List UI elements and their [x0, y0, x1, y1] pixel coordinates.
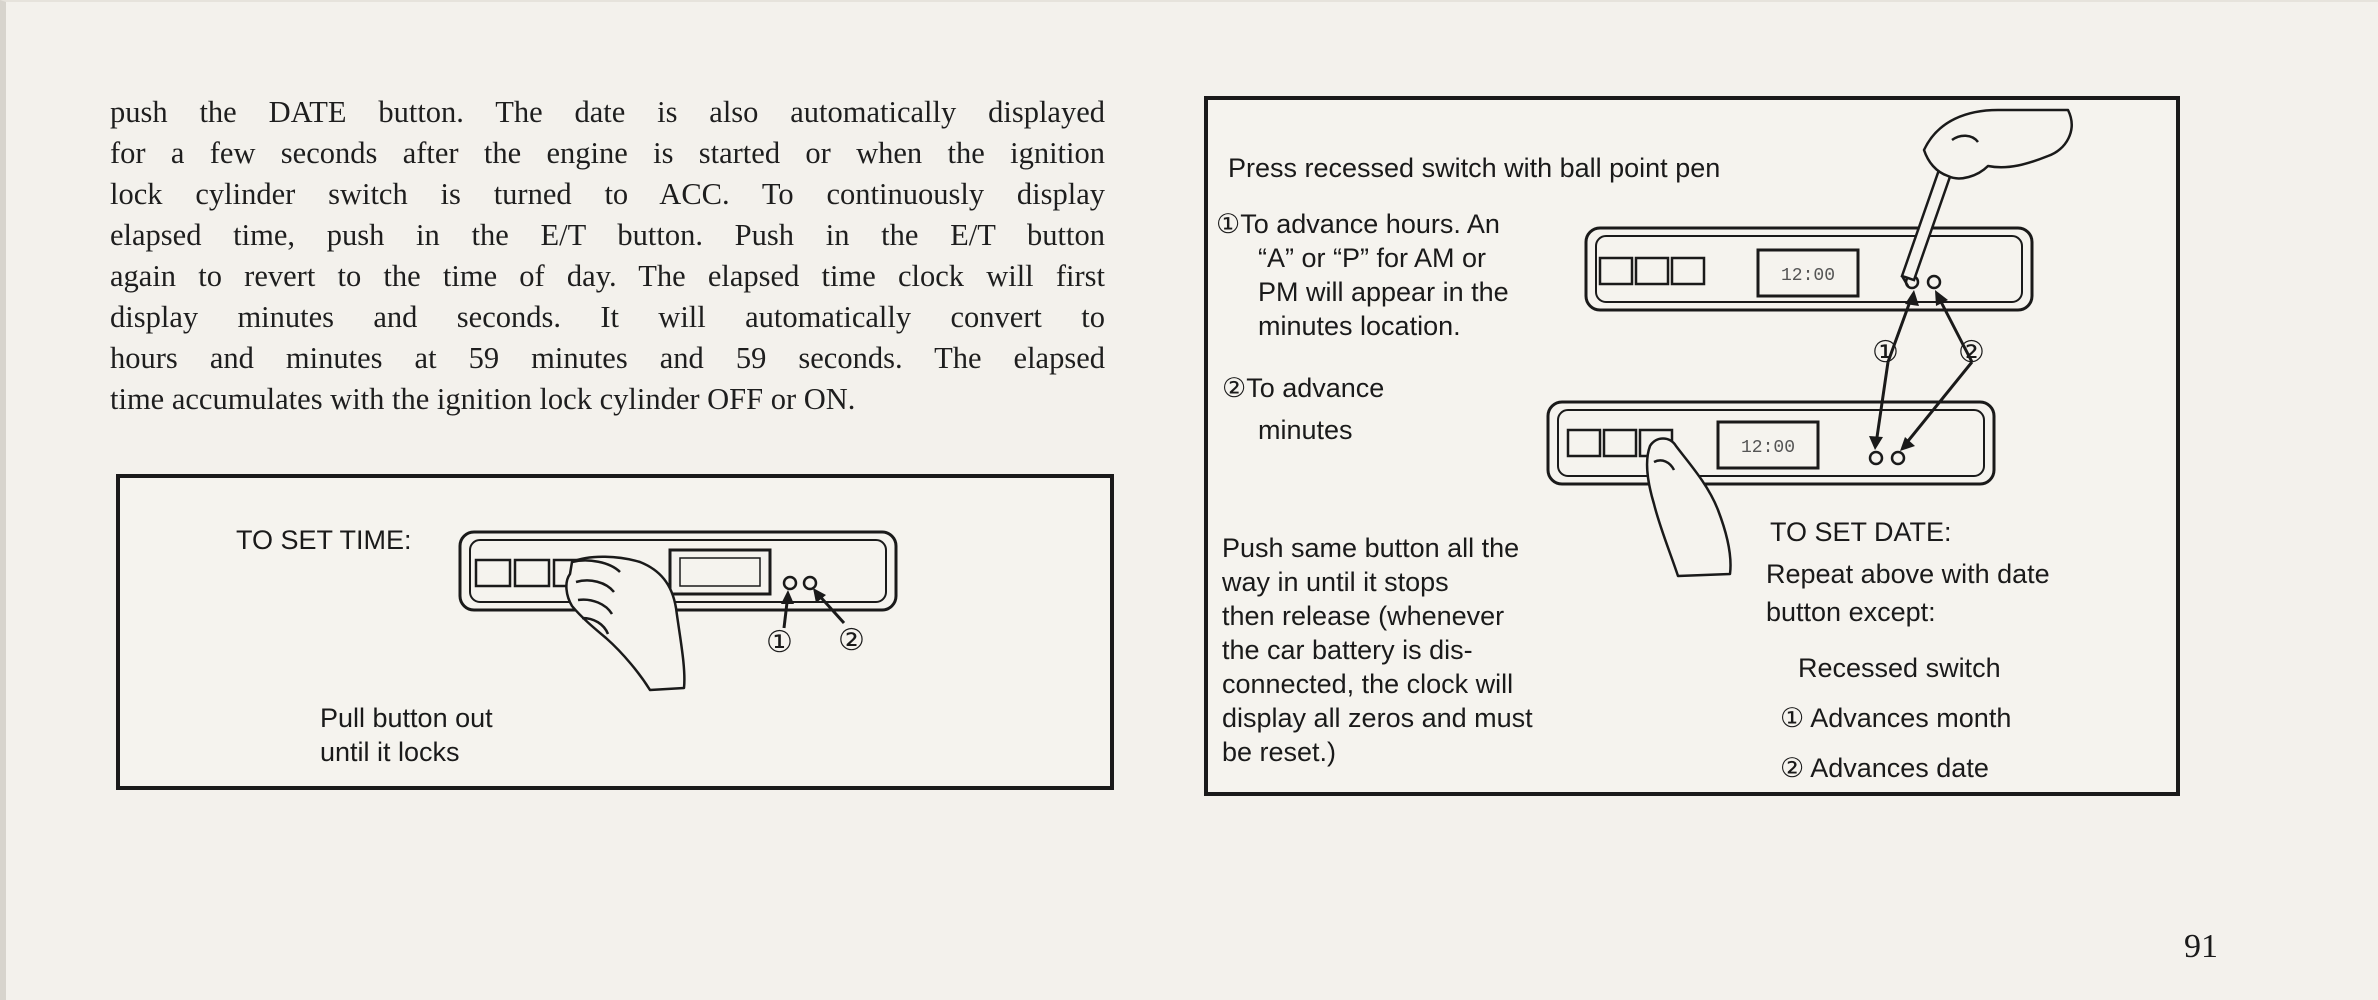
marker-2: ② — [1958, 336, 1985, 369]
upper-recessed-switch-2 — [1928, 276, 1940, 288]
push-note-line: be reset.) — [1222, 737, 1337, 767]
marker-1: ① — [1872, 336, 1899, 369]
set-date-heading: TO SET DATE: — [1770, 517, 1952, 547]
body-paragraph — [110, 92, 1105, 420]
set-time-heading: TO SET TIME: — [236, 525, 412, 555]
recessed-switch-1 — [784, 577, 796, 589]
upper-display-digits: 12:00 — [1780, 266, 1836, 286]
push-note-line: way in until it stops — [1222, 567, 1449, 597]
recessed-switch-2 — [804, 577, 816, 589]
body-line: elapsed time, push in the E/T button. Push in the E/T button — [110, 218, 1105, 252]
push-note-line: then release (whenever — [1222, 601, 1505, 631]
set-time-caption-line2: until it locks — [320, 737, 460, 767]
body-line: again to revert to the time of day. The elapsed time clock will first — [110, 259, 1105, 293]
clock-button-min — [515, 560, 549, 586]
set-time-caption-line1: Pull button out — [320, 703, 493, 733]
advances-month-item: ① Advances month — [1780, 703, 2012, 733]
step1-line: “A” or “P” for AM or — [1258, 243, 1487, 273]
set-time-panel — [116, 474, 1114, 790]
body-line: for a few seconds after the engine is started or when the ignition — [110, 136, 1105, 170]
body-line: hours and minutes at 59 minutes and 59 seconds. The elapsed — [110, 341, 1105, 375]
recessed-switch-heading: Recessed switch — [1798, 653, 2001, 683]
press-recessed-heading: Press recessed switch with ball point pen — [1228, 153, 1721, 183]
body-line: display minutes and seconds. It will automatically convert to — [110, 300, 1105, 334]
lower-display-digits: 12:00 — [1740, 438, 1796, 458]
step2-line: minutes — [1258, 415, 1353, 445]
set-time-marker-1: ① — [766, 626, 793, 659]
lower-recessed-switch-2 — [1892, 452, 1904, 464]
step1-line: ①To advance hours. An — [1216, 209, 1500, 239]
step2-line: ②To advance — [1222, 373, 1385, 403]
hand-icon — [566, 557, 684, 690]
body-line: time accumulates with the ignition lock cylinder OFF or ON. — [110, 382, 856, 416]
set-date-line: button except: — [1766, 597, 1936, 627]
body-line: lock cylinder switch is turned to ACC. To continuously display — [110, 177, 1105, 211]
push-note-line: connected, the clock will — [1222, 669, 1514, 699]
clock-button-hour — [476, 560, 510, 586]
clock-display — [670, 550, 770, 594]
advances-date-item: ② Advances date — [1780, 753, 1989, 783]
lower-recessed-switch-1 — [1870, 452, 1882, 464]
push-note-line: Push same button all the — [1222, 533, 1520, 563]
step1-line: minutes location. — [1258, 311, 1461, 341]
page-number: 91 — [2184, 928, 2218, 965]
set-date-line: Repeat above with date — [1766, 559, 2050, 589]
push-note-line: the car battery is dis- — [1222, 635, 1473, 665]
set-time-marker-2: ② — [838, 624, 865, 657]
body-line: push the DATE button. The date is also automatically displayed — [110, 95, 1105, 129]
push-note-line: display all zeros and must — [1222, 703, 1533, 733]
hand-holding-pen-icon — [1924, 110, 2072, 178]
step1-line: PM will appear in the — [1258, 277, 1509, 307]
set-clock-panel — [1204, 96, 2180, 796]
